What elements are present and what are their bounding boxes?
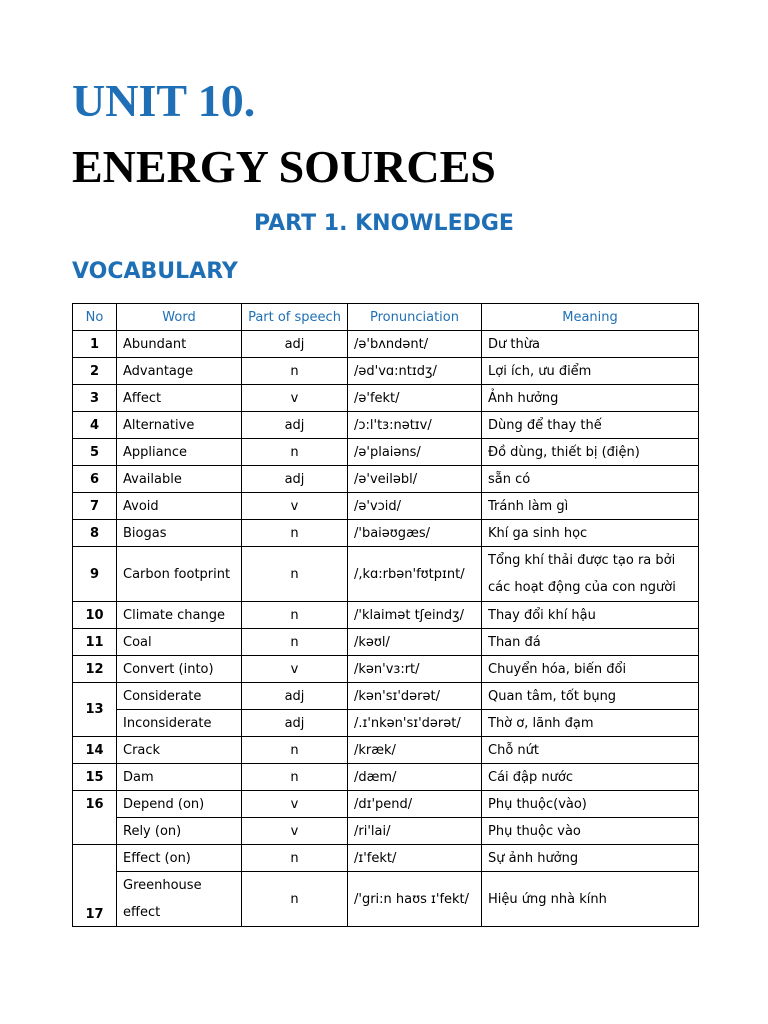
unit-number: UNIT 10.	[72, 75, 256, 126]
row-number: 6	[73, 466, 117, 493]
table-row	[73, 493, 699, 520]
table-row	[73, 818, 699, 845]
row-meaning: Dùng để thay thế	[482, 412, 699, 439]
table-row	[73, 872, 699, 927]
row-word: Climate change	[117, 602, 242, 629]
table-row	[73, 520, 699, 547]
row-word: Biogas	[117, 520, 242, 547]
row-word: Advantage	[117, 358, 242, 385]
row-pronunciation: /.ɪ'nkən'sɪ'dərət/	[348, 710, 482, 737]
table-row	[73, 683, 699, 710]
row-number: 10	[73, 602, 117, 629]
row-meaning: Tổng khí thải được tạo ra bởi các hoạt động của con người	[482, 547, 699, 602]
row-meaning: Khí ga sinh học	[482, 520, 699, 547]
row-word: Avoid	[117, 493, 242, 520]
row-meaning: Than đá	[482, 629, 699, 656]
row-number: 3	[73, 385, 117, 412]
header-meaning: Meaning	[482, 304, 699, 331]
row-number: 7	[73, 493, 117, 520]
row-number: 16	[73, 791, 117, 845]
row-pronunciation: /ə'vɔid/	[348, 493, 482, 520]
row-meaning: Thờ ơ, lãnh đạm	[482, 710, 699, 737]
row-part-of-speech: n	[242, 358, 348, 385]
row-word: Dam	[117, 764, 242, 791]
row-word: Coal	[117, 629, 242, 656]
table-row	[73, 710, 699, 737]
row-part-of-speech: n	[242, 737, 348, 764]
row-word: Available	[117, 466, 242, 493]
row-part-of-speech: v	[242, 385, 348, 412]
table-row	[73, 791, 699, 818]
header-pronunciation: Pronunciation	[348, 304, 482, 331]
row-meaning: Ảnh hưởng	[482, 385, 699, 412]
row-part-of-speech: adj	[242, 683, 348, 710]
row-pronunciation: /ɪ'fekt/	[348, 845, 482, 872]
table-row	[73, 656, 699, 683]
row-word: Convert (into)	[117, 656, 242, 683]
row-number: 15	[73, 764, 117, 791]
row-number: 14	[73, 737, 117, 764]
row-part-of-speech: n	[242, 520, 348, 547]
row-meaning: Tránh làm gì	[482, 493, 699, 520]
row-number: 2	[73, 358, 117, 385]
row-pronunciation: /,kɑ:rbən'fʊtpɪnt/	[348, 547, 482, 602]
row-part-of-speech: n	[242, 439, 348, 466]
table-row	[73, 845, 699, 872]
row-part-of-speech: n	[242, 845, 348, 872]
table-row	[73, 629, 699, 656]
table-row	[73, 385, 699, 412]
row-meaning: sẵn có	[482, 466, 699, 493]
row-part-of-speech: n	[242, 764, 348, 791]
table-row	[73, 412, 699, 439]
row-meaning: Thay đổi khí hậu	[482, 602, 699, 629]
header-no: No	[73, 304, 117, 331]
table-row	[73, 331, 699, 358]
row-word: Carbon footprint	[117, 547, 242, 602]
row-pronunciation: /dæm/	[348, 764, 482, 791]
table-row	[73, 737, 699, 764]
row-word: Appliance	[117, 439, 242, 466]
row-number: 12	[73, 656, 117, 683]
row-pronunciation: /kən'sɪ'dərət/	[348, 683, 482, 710]
table-row	[73, 358, 699, 385]
row-word: Inconsiderate	[117, 710, 242, 737]
row-part-of-speech: adj	[242, 412, 348, 439]
row-part-of-speech: n	[242, 872, 348, 927]
header-part-of-speech: Part of speech	[242, 304, 348, 331]
row-word: Effect (on)	[117, 845, 242, 872]
row-part-of-speech: v	[242, 818, 348, 845]
row-part-of-speech: v	[242, 656, 348, 683]
row-meaning: Sự ảnh hưởng	[482, 845, 699, 872]
row-number: 11	[73, 629, 117, 656]
row-meaning: Cái đập nước	[482, 764, 699, 791]
row-word: Rely (on)	[117, 818, 242, 845]
row-meaning: Chỗ nứt	[482, 737, 699, 764]
row-meaning: Dư thừa	[482, 331, 699, 358]
row-part-of-speech: adj	[242, 466, 348, 493]
row-number: 1	[73, 331, 117, 358]
row-pronunciation: /ə'bʌndənt/	[348, 331, 482, 358]
row-pronunciation: /ri'lai/	[348, 818, 482, 845]
row-pronunciation: /ə'veiləbl/	[348, 466, 482, 493]
row-meaning: Đồ dùng, thiết bị (điện)	[482, 439, 699, 466]
row-pronunciation: /kəʊl/	[348, 629, 482, 656]
row-word: Affect	[117, 385, 242, 412]
table-row	[73, 439, 699, 466]
table-row	[73, 602, 699, 629]
row-pronunciation: /ə'plaiəns/	[348, 439, 482, 466]
table-row	[73, 547, 699, 602]
part-heading: PART 1. KNOWLEDGE	[254, 211, 514, 236]
row-word: Alternative	[117, 412, 242, 439]
row-pronunciation: /ɔ:l'tɜ:nətɪv/	[348, 412, 482, 439]
section-heading: VOCABULARY	[72, 259, 238, 284]
table-row	[73, 764, 699, 791]
row-part-of-speech: n	[242, 602, 348, 629]
row-part-of-speech: v	[242, 493, 348, 520]
row-number: 8	[73, 520, 117, 547]
row-part-of-speech: adj	[242, 331, 348, 358]
unit-title: ENERGY SOURCES	[72, 141, 496, 192]
row-number: 9	[73, 547, 117, 602]
row-number: 17	[73, 845, 117, 927]
row-pronunciation: /dɪ'pend/	[348, 791, 482, 818]
row-meaning: Hiệu ứng nhà kính	[482, 872, 699, 927]
row-part-of-speech: v	[242, 791, 348, 818]
row-word: Greenhouse effect	[117, 872, 242, 927]
row-pronunciation: /ə'fekt/	[348, 385, 482, 412]
vocabulary-table	[72, 303, 699, 927]
row-part-of-speech: n	[242, 629, 348, 656]
row-meaning: Quan tâm, tốt bụng	[482, 683, 699, 710]
header-word: Word	[117, 304, 242, 331]
row-pronunciation: /kræk/	[348, 737, 482, 764]
row-word: Crack	[117, 737, 242, 764]
row-meaning: Lợi ích, ưu điểm	[482, 358, 699, 385]
row-pronunciation: /'baiəʊgæs/	[348, 520, 482, 547]
row-part-of-speech: adj	[242, 710, 348, 737]
row-part-of-speech: n	[242, 547, 348, 602]
row-pronunciation: /əd'vɑ:ntɪdʒ/	[348, 358, 482, 385]
row-number: 5	[73, 439, 117, 466]
row-meaning: Phụ thuộc vào	[482, 818, 699, 845]
table-row	[73, 466, 699, 493]
table-header-row	[73, 304, 699, 331]
row-meaning: Phụ thuộc(vào)	[482, 791, 699, 818]
row-meaning: Chuyển hóa, biến đổi	[482, 656, 699, 683]
row-word: Abundant	[117, 331, 242, 358]
row-word: Considerate	[117, 683, 242, 710]
row-pronunciation: /'gri:n haʊs ɪ'fekt/	[348, 872, 482, 927]
row-number: 4	[73, 412, 117, 439]
row-word: Depend (on)	[117, 791, 242, 818]
row-pronunciation: /'klaimət tʃeindʒ/	[348, 602, 482, 629]
row-pronunciation: /kən'vɜ:rt/	[348, 656, 482, 683]
row-number: 13	[73, 683, 117, 737]
